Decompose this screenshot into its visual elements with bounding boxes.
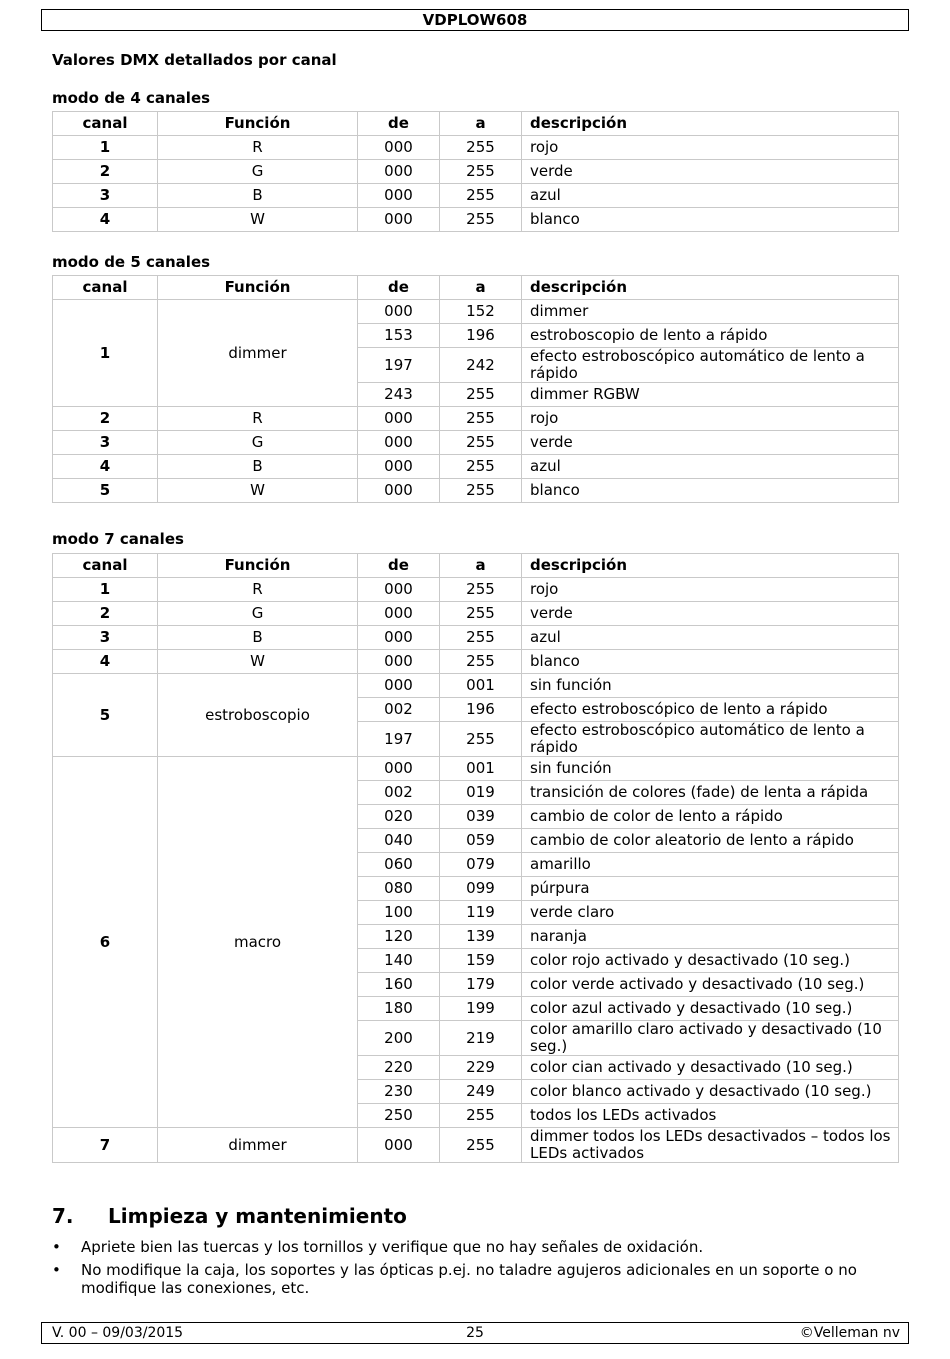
cell-descripcion: rojo bbox=[522, 578, 899, 602]
cell-de: 060 bbox=[358, 853, 440, 877]
cell-a: 059 bbox=[440, 829, 522, 853]
cell-de: 000 bbox=[358, 136, 440, 160]
cell-a: 255 bbox=[440, 184, 522, 208]
cell-a: 196 bbox=[440, 324, 522, 348]
table7-title: modo 7 canales bbox=[52, 530, 184, 548]
cell-descripcion: transición de colores (fade) de lenta a rápida bbox=[522, 781, 899, 805]
bullet-list bbox=[52, 1238, 902, 1302]
cell-a: 199 bbox=[440, 997, 522, 1021]
cell-descripcion: color verde activado y desactivado (10 seg.) bbox=[522, 973, 899, 997]
cell-a: 229 bbox=[440, 1056, 522, 1080]
col-de: de bbox=[358, 112, 440, 136]
col-canal: canal bbox=[53, 112, 158, 136]
cell-a: 179 bbox=[440, 973, 522, 997]
cell-canal: 5 bbox=[53, 479, 158, 503]
cell-descripcion: cambio de color aleatorio de lento a rápido bbox=[522, 829, 899, 853]
cell-de: 040 bbox=[358, 829, 440, 853]
page-header bbox=[41, 9, 909, 31]
cell-funcion: estroboscopio bbox=[158, 674, 358, 757]
cell-de: 197 bbox=[358, 722, 440, 757]
col-a: a bbox=[440, 276, 522, 300]
cell-de: 000 bbox=[358, 1128, 440, 1163]
cell-de: 160 bbox=[358, 973, 440, 997]
col-funcion: Función bbox=[158, 112, 358, 136]
cell-descripcion: amarillo bbox=[522, 853, 899, 877]
list-item-text: No modifique la caja, los soportes y las ópticas p.ej. no taladre agujeros adicionales en un soporte o no modifique las conexiones, etc. bbox=[81, 1261, 857, 1297]
cell-canal: 4 bbox=[53, 650, 158, 674]
table-row bbox=[53, 208, 899, 232]
cell-descripcion: rojo bbox=[522, 136, 899, 160]
cell-canal: 3 bbox=[53, 431, 158, 455]
cell-de: 020 bbox=[358, 805, 440, 829]
cell-canal: 1 bbox=[53, 578, 158, 602]
chapter-heading bbox=[52, 1204, 407, 1228]
col-de: de bbox=[358, 554, 440, 578]
cell-descripcion: verde bbox=[522, 160, 899, 184]
page-footer bbox=[41, 1322, 909, 1344]
cell-a: 255 bbox=[440, 455, 522, 479]
cell-de: 000 bbox=[358, 431, 440, 455]
cell-a: 255 bbox=[440, 136, 522, 160]
table-row bbox=[53, 184, 899, 208]
footer-copyright: ©Velleman nv bbox=[799, 1325, 900, 1341]
cell-canal: 4 bbox=[53, 208, 158, 232]
table4-title: modo de 4 canales bbox=[52, 89, 211, 107]
table-row bbox=[53, 626, 899, 650]
cell-descripcion: blanco bbox=[522, 650, 899, 674]
cell-de: 000 bbox=[358, 578, 440, 602]
cell-funcion: G bbox=[158, 431, 358, 455]
cell-canal: 3 bbox=[53, 184, 158, 208]
cell-de: 002 bbox=[358, 698, 440, 722]
cell-de: 000 bbox=[358, 626, 440, 650]
cell-de: 002 bbox=[358, 781, 440, 805]
cell-a: 255 bbox=[440, 1128, 522, 1163]
cell-a: 139 bbox=[440, 925, 522, 949]
cell-de: 000 bbox=[358, 208, 440, 232]
cell-a: 255 bbox=[440, 578, 522, 602]
cell-a: 255 bbox=[440, 479, 522, 503]
table-row bbox=[53, 578, 899, 602]
cell-descripcion: sin función bbox=[522, 674, 899, 698]
cell-funcion: dimmer bbox=[158, 1128, 358, 1163]
cell-a: 255 bbox=[440, 602, 522, 626]
cell-descripcion: color azul activado y desactivado (10 seg.) bbox=[522, 997, 899, 1021]
list-item-text: Apriete bien las tuercas y los tornillos y verifique que no hay señales de oxidación. bbox=[81, 1238, 704, 1256]
cell-a: 001 bbox=[440, 757, 522, 781]
cell-a: 039 bbox=[440, 805, 522, 829]
table5-title: modo de 5 canales bbox=[52, 253, 211, 271]
cell-de: 000 bbox=[358, 300, 440, 324]
cell-a: 255 bbox=[440, 626, 522, 650]
cell-de: 000 bbox=[358, 650, 440, 674]
cell-de: 140 bbox=[358, 949, 440, 973]
cell-canal: 1 bbox=[53, 300, 158, 407]
table-row bbox=[53, 300, 899, 324]
cell-descripcion: blanco bbox=[522, 479, 899, 503]
cell-descripcion: blanco bbox=[522, 208, 899, 232]
cell-a: 242 bbox=[440, 348, 522, 383]
header-title: VDPLOW608 bbox=[422, 11, 528, 29]
cell-canal: 6 bbox=[53, 757, 158, 1128]
cell-a: 249 bbox=[440, 1080, 522, 1104]
section-title: Valores DMX detallados por canal bbox=[52, 51, 337, 69]
cell-canal: 5 bbox=[53, 674, 158, 757]
table-row bbox=[53, 650, 899, 674]
cell-de: 100 bbox=[358, 901, 440, 925]
table-header-row bbox=[53, 276, 899, 300]
col-funcion: Función bbox=[158, 554, 358, 578]
cell-descripcion: dimmer bbox=[522, 300, 899, 324]
cell-descripcion: cambio de color de lento a rápido bbox=[522, 805, 899, 829]
cell-de: 180 bbox=[358, 997, 440, 1021]
cell-a: 219 bbox=[440, 1021, 522, 1056]
cell-de: 000 bbox=[358, 674, 440, 698]
cell-canal: 7 bbox=[53, 1128, 158, 1163]
cell-a: 255 bbox=[440, 407, 522, 431]
cell-a: 255 bbox=[440, 431, 522, 455]
cell-de: 120 bbox=[358, 925, 440, 949]
list-item bbox=[52, 1238, 902, 1256]
col-canal: canal bbox=[53, 276, 158, 300]
table-header-row bbox=[53, 554, 899, 578]
col-descripcion: descripción bbox=[522, 554, 899, 578]
cell-canal: 4 bbox=[53, 455, 158, 479]
cell-descripcion: rojo bbox=[522, 407, 899, 431]
cell-de: 220 bbox=[358, 1056, 440, 1080]
table-4-channels bbox=[52, 111, 899, 232]
cell-funcion: B bbox=[158, 455, 358, 479]
cell-de: 000 bbox=[358, 479, 440, 503]
cell-descripcion: color blanco activado y desactivado (10 seg.) bbox=[522, 1080, 899, 1104]
cell-descripcion: dimmer RGBW bbox=[522, 383, 899, 407]
chapter-number: 7. bbox=[52, 1204, 74, 1228]
cell-a: 001 bbox=[440, 674, 522, 698]
cell-canal: 1 bbox=[53, 136, 158, 160]
col-descripcion: descripción bbox=[522, 276, 899, 300]
cell-canal: 3 bbox=[53, 626, 158, 650]
cell-a: 196 bbox=[440, 698, 522, 722]
cell-funcion: macro bbox=[158, 757, 358, 1128]
table-row bbox=[53, 136, 899, 160]
table-row bbox=[53, 1128, 899, 1163]
cell-funcion: W bbox=[158, 208, 358, 232]
cell-descripcion: color amarillo claro activado y desactivado (10 seg.) bbox=[522, 1021, 899, 1056]
cell-funcion: R bbox=[158, 578, 358, 602]
cell-funcion: G bbox=[158, 160, 358, 184]
bullet-icon: • bbox=[52, 1238, 61, 1256]
cell-a: 255 bbox=[440, 160, 522, 184]
cell-descripcion: efecto estroboscópico automático de lento a rápido bbox=[522, 348, 899, 383]
table-7-channels bbox=[52, 553, 899, 1163]
cell-descripcion: naranja bbox=[522, 925, 899, 949]
cell-de: 000 bbox=[358, 455, 440, 479]
cell-a: 152 bbox=[440, 300, 522, 324]
col-funcion: Función bbox=[158, 276, 358, 300]
table-row bbox=[53, 757, 899, 781]
cell-de: 200 bbox=[358, 1021, 440, 1056]
table-row bbox=[53, 479, 899, 503]
cell-funcion: W bbox=[158, 650, 358, 674]
col-canal: canal bbox=[53, 554, 158, 578]
footer-page-number: 25 bbox=[466, 1325, 484, 1341]
table-row bbox=[53, 431, 899, 455]
table-row bbox=[53, 407, 899, 431]
chapter-title: Limpieza y mantenimiento bbox=[108, 1204, 407, 1228]
col-descripcion: descripción bbox=[522, 112, 899, 136]
cell-a: 119 bbox=[440, 901, 522, 925]
cell-descripcion: azul bbox=[522, 455, 899, 479]
cell-descripcion: verde bbox=[522, 602, 899, 626]
col-a: a bbox=[440, 554, 522, 578]
cell-a: 099 bbox=[440, 877, 522, 901]
cell-a: 159 bbox=[440, 949, 522, 973]
cell-funcion: B bbox=[158, 626, 358, 650]
cell-de: 000 bbox=[358, 602, 440, 626]
cell-a: 255 bbox=[440, 1104, 522, 1128]
cell-de: 153 bbox=[358, 324, 440, 348]
cell-descripcion: sin función bbox=[522, 757, 899, 781]
cell-funcion: R bbox=[158, 407, 358, 431]
cell-descripcion: todos los LEDs activados bbox=[522, 1104, 899, 1128]
cell-canal: 2 bbox=[53, 160, 158, 184]
footer-version: V. 00 – 09/03/2015 bbox=[52, 1325, 184, 1341]
cell-descripcion: dimmer todos los LEDs desactivados – todos los LEDs activados bbox=[522, 1128, 899, 1163]
col-a: a bbox=[440, 112, 522, 136]
cell-descripcion: verde claro bbox=[522, 901, 899, 925]
cell-a: 255 bbox=[440, 208, 522, 232]
bullet-icon: • bbox=[52, 1261, 61, 1279]
cell-descripcion: color cian activado y desactivado (10 seg.) bbox=[522, 1056, 899, 1080]
cell-de: 000 bbox=[358, 160, 440, 184]
cell-de: 080 bbox=[358, 877, 440, 901]
col-de: de bbox=[358, 276, 440, 300]
cell-descripcion: azul bbox=[522, 184, 899, 208]
table-row bbox=[53, 674, 899, 698]
cell-funcion: W bbox=[158, 479, 358, 503]
cell-descripcion: efecto estroboscópico automático de lento a rápido bbox=[522, 722, 899, 757]
cell-descripcion: verde bbox=[522, 431, 899, 455]
cell-de: 000 bbox=[358, 407, 440, 431]
table-5-channels bbox=[52, 275, 899, 503]
cell-de: 243 bbox=[358, 383, 440, 407]
cell-funcion: dimmer bbox=[158, 300, 358, 407]
cell-de: 000 bbox=[358, 757, 440, 781]
cell-funcion: B bbox=[158, 184, 358, 208]
cell-descripcion: estroboscopio de lento a rápido bbox=[522, 324, 899, 348]
cell-a: 255 bbox=[440, 383, 522, 407]
cell-descripcion: efecto estroboscópico de lento a rápido bbox=[522, 698, 899, 722]
cell-funcion: G bbox=[158, 602, 358, 626]
table-row bbox=[53, 455, 899, 479]
cell-de: 197 bbox=[358, 348, 440, 383]
cell-descripcion: púrpura bbox=[522, 877, 899, 901]
table-row bbox=[53, 160, 899, 184]
cell-a: 255 bbox=[440, 722, 522, 757]
cell-descripcion: azul bbox=[522, 626, 899, 650]
cell-de: 230 bbox=[358, 1080, 440, 1104]
table-header-row bbox=[53, 112, 899, 136]
cell-a: 255 bbox=[440, 650, 522, 674]
table-row bbox=[53, 602, 899, 626]
cell-de: 250 bbox=[358, 1104, 440, 1128]
cell-a: 019 bbox=[440, 781, 522, 805]
list-item bbox=[52, 1261, 902, 1297]
cell-de: 000 bbox=[358, 184, 440, 208]
cell-a: 079 bbox=[440, 853, 522, 877]
cell-canal: 2 bbox=[53, 407, 158, 431]
cell-descripcion: color rojo activado y desactivado (10 seg.) bbox=[522, 949, 899, 973]
cell-funcion: R bbox=[158, 136, 358, 160]
cell-canal: 2 bbox=[53, 602, 158, 626]
